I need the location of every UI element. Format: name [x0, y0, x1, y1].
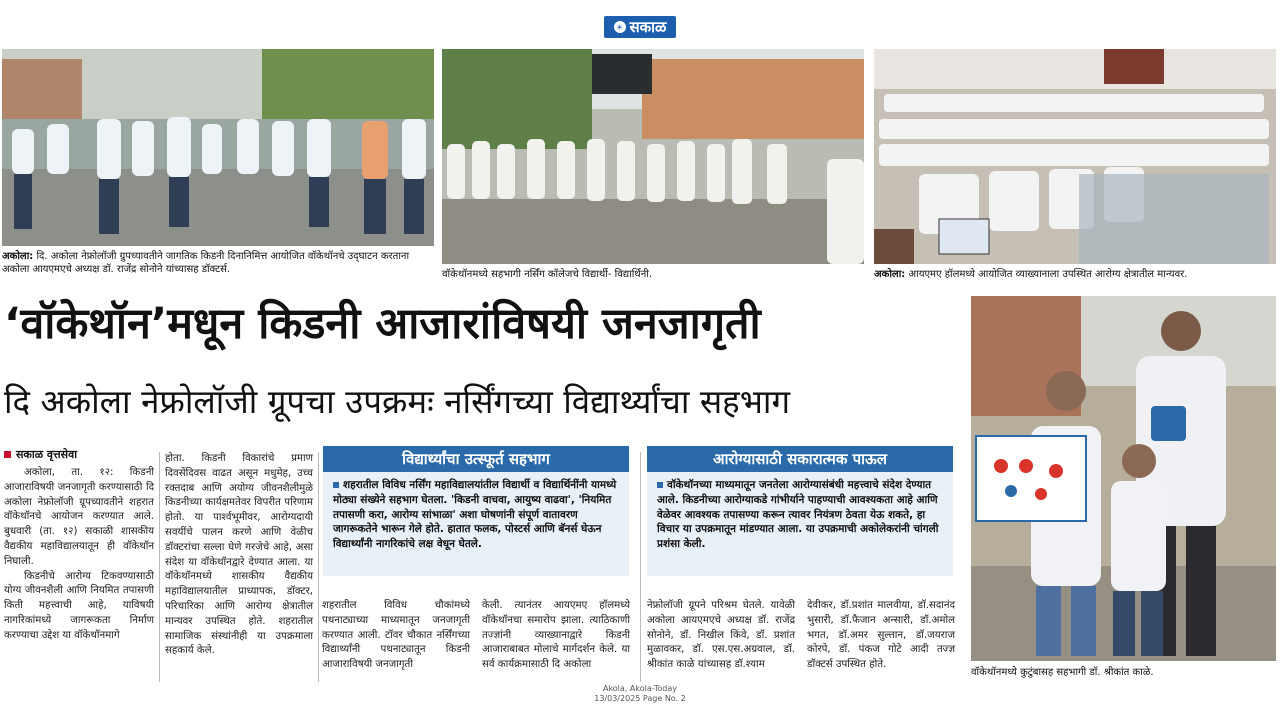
paragraph: किडनीचे आरोग्य टिकवण्यासाठी योग्य जीवनशैली आणि नियमित तपासणी किती महत्त्वाची आहे, याविषयी नागरिकांमध्ये जागरूकता निर्माण करण्याचा उद्देश या वॉकेथॉनमागे	[4, 570, 154, 641]
box-text: वॉकेथॉनच्या माध्यमातून जनतेला आरोग्यासंबंधी महत्त्वाचे संदेश देण्यात आले. किडनीच्या आरोग्याकडे गांभीर्याने पाहण्याची आवश्यकता आहे आणि वेळेवर आवश्यक तपासण्या करून त्यावर नियंत्रण ठेवता येऊ शकते, हा विचार या उपक्रमातून मांडण्यात आला. या उपक्रमाची अकोलेकरांनी चांगली प्रशंसा केली.	[657, 479, 939, 551]
byline-marker-icon	[4, 451, 11, 458]
photo-nursing-students-walk	[442, 49, 864, 264]
masthead-name: सकाळ	[629, 18, 667, 36]
article-column-1	[4, 466, 154, 644]
article-column-3: शहरातील विविध चौकांमध्ये पथनाट्याच्या माध्यमातून जनजागृती करण्यात आली. टॉवर चौकात नर्सिंगच्या विद्यार्थ्यांनी पथनाट्यातून किडनी आजाराविषयी जनजागृती	[322, 600, 470, 671]
caption-place: अकोला:	[874, 269, 906, 280]
article-column-5: नेफ्रोलॉजी ग्रूपने परिश्रम घेतले. यावेळी अकोला आयएमएचे अध्यक्ष डॉ. राजेंद्र सोनोने, डॉ. निखील किंवे, डॉ. प्रशांत मुळावकर, डॉ. एस.एस.अग्रवाल, डॉ. श्रीकांत काळे यांच्यासह डॉ.श्याम	[647, 600, 795, 671]
column-divider	[640, 452, 641, 682]
footer-date-page: 13/03/2025 Page No. 2	[594, 694, 686, 703]
column-divider	[318, 452, 319, 682]
article-column-6: देवीकर, डॉ.प्रशांत मालवीया, डॉ.सदानंद भुसारी, डॉ.फैजान अन्सारी, डॉ.अमोल भगत, डॉ.अमर सुल्तान, डॉ.जयराज कोरपे, डॉ. पंकज गोटे आदी तज्ज्ञ डॉक्टर्स उपस्थित होते.	[807, 600, 955, 671]
headline: ‘वॉकेथॉन’मधून किडनी आजारांविषयी जनजागृती	[4, 299, 761, 349]
info-box-positive-step	[647, 446, 953, 576]
photo-4-caption: वॉकेथॉनमध्ये कुटुंबासह सहभागी डॉ. श्रीकांत काळे.	[971, 667, 1154, 678]
byline	[4, 447, 77, 462]
box-title: विद्यार्थ्यांचा उत्स्फूर्त सहभाग	[323, 446, 629, 472]
paragraph: अकोला, ता. १२: किडनी आजाराविषयी जनजागृती करण्यासाठी दि अकोला नेफ्रोलॉजी ग्रूपच्यावतीने शहरात वॉकेथॉनचे आयोजन करण्यात आले. बुधवारी (ता. १२) सकाळी शासकीय वैद्यकीय महाविद्यालयातून ही वॉकेथॉन निघाली.	[4, 467, 154, 567]
caption-text: आयएमए हॉलमध्ये आयोजित व्याख्यानाला उपस्थित आरोग्य क्षेत्रातील मान्यवर.	[908, 269, 1188, 280]
byline-text: सकाळ वृत्तसेवा	[16, 448, 78, 461]
photo-2-caption: वॉकेथॉनमध्ये सहभागी नर्सिंग कॉलेजचे विद्यार्थी- विद्यार्थिनी.	[442, 269, 653, 280]
box-text: शहरातील विविध नर्सिंग महाविद्यालयांतील विद्यार्थी व विद्यार्थिनींनी यामध्ये मोठ्या संख्येने सहभाग घेतला. 'किडनी वाचवा, आयुष्य वाढवा', 'नियमित तपासणी करा, आरोग्य सांभाळा' अशा घोषणांनी संपूर्ण वातावरण जागरूकतेने भारून गेले होते. हातात फलक, पोस्टर्स आणि बॅनर्स घेऊन विद्यार्थ्यांनी नागरिकांचे लक्ष वेधून घेतले.	[333, 479, 617, 551]
article-column-2: होता. किडनी विकारांचे प्रमाण दिवसेंदिवस वाढत असून मधुमेह, उच्च रक्तदाब आणि अयोग्य जीवनशैलीमुळे किडनीच्या कार्यक्षमतेवर विपरीत परिणाम होतो. या पार्श्वभूमीवर, आरोग्यदायी सवयींचे पालन करणे आणि वेळीच डॉक्टरांचा सल्ला घेणे गरजेचे आहे, असा संदेश या वॉकेथॉनद्वारे देण्यात आला. या वॉकेथॉनमध्ये शासकीय वैद्यकीय महाविद्यालयातील प्राध्यापक, डॉक्टर, परिचारिका आणि आरोग्य क्षेत्रातील मान्यवर उपस्थित होते. शहरातील सामाजिक संस्थांनीही या उपक्रमाला सहकार्य केले.	[165, 453, 313, 657]
photo-3-caption	[874, 268, 1276, 281]
photo-ima-hall-audience	[874, 49, 1276, 264]
masthead-logo	[604, 16, 676, 38]
column-divider	[159, 452, 160, 682]
photo-1-caption	[2, 250, 434, 276]
article-column-4: केली. त्यानंतर आयएमए हॉलमध्ये वॉकेथॉनचा समारोप झाला. त्याठिकाणी तज्ज्ञांनी व्याख्यानाद्वारे किडनी आजाराबाबत मोलाचे मार्गदर्शन केले. या सर्व कार्यक्रमासाठी दि अकोला	[482, 600, 630, 671]
box-title: आरोग्यासाठी सकारात्मक पाऊल	[647, 446, 953, 472]
page-footer	[580, 684, 700, 704]
subheadline: दि अकोला नेफ्रोलॉजी ग्रूपचा उपक्रमः नर्सिंगच्या विद्यार्थ्यांचा सहभाग	[4, 382, 791, 421]
caption-place: अकोला:	[2, 251, 34, 262]
bullet-icon	[333, 482, 339, 488]
photo-family-walkathon	[971, 296, 1276, 661]
sun-icon: ☀	[614, 21, 626, 33]
photo-doctors-inauguration	[2, 49, 434, 246]
bullet-icon	[657, 482, 663, 488]
footer-edition: Akola, Akola-Today	[602, 684, 678, 693]
info-box-student-participation	[323, 446, 629, 576]
caption-text: दि. अकोला नेफ्रोलॉजी ग्रुपच्यावतीने जागतिक किडनी दिनानिमित्त आयोजित वॉकेथॉनचे उद्‍घाटन करताना अकोला आयएमएचे अध्यक्ष डॉ. राजेंद्र सोनोने यांच्यासह डॉक्टर्स.	[2, 251, 410, 275]
